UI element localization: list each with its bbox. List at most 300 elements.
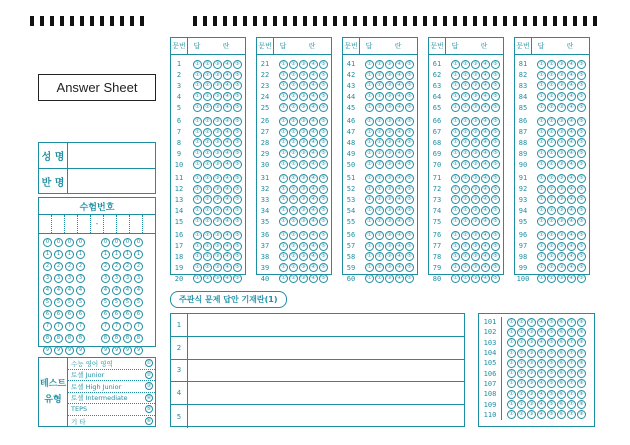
answer-bubble[interactable]: ③ — [213, 263, 222, 272]
test-type-bubble[interactable]: ③ — [146, 383, 152, 390]
answer-bubble[interactable]: ② — [517, 359, 526, 368]
answer-bubble[interactable]: ⑥ — [557, 338, 566, 347]
answer-bubble[interactable]: ② — [547, 128, 556, 137]
exam-id-digit-box[interactable]: - — [91, 215, 104, 233]
answer-bubble[interactable]: ④ — [481, 242, 490, 251]
answer-bubble[interactable]: ⑤ — [405, 128, 414, 137]
answer-bubble[interactable]: ② — [289, 71, 298, 80]
answer-bubble[interactable]: ⑤ — [577, 160, 586, 169]
answer-bubble[interactable]: ① — [365, 60, 374, 69]
answer-bubble[interactable]: ③ — [557, 71, 566, 80]
answer-bubble[interactable]: ⑤ — [547, 359, 556, 368]
answer-bubble[interactable]: ⑥ — [557, 400, 566, 409]
exam-id-digit-box[interactable] — [78, 215, 91, 233]
answer-bubble[interactable]: ⑤ — [547, 328, 556, 337]
answer-bubble[interactable]: ② — [547, 92, 556, 101]
answer-bubble[interactable]: ④ — [567, 231, 576, 240]
answer-bubble[interactable]: ④ — [223, 103, 232, 112]
answer-bubble[interactable]: ② — [203, 103, 212, 112]
answer-bubble[interactable]: ① — [451, 217, 460, 226]
answer-bubble[interactable]: ① — [365, 92, 374, 101]
answer-bubble[interactable]: ③ — [471, 149, 480, 158]
answer-bubble[interactable]: ② — [203, 252, 212, 261]
answer-bubble[interactable]: ① — [537, 206, 546, 215]
exam-id-bubble[interactable]: 0 — [65, 238, 74, 247]
answer-bubble[interactable]: ③ — [299, 138, 308, 147]
answer-bubble[interactable]: ② — [547, 185, 556, 194]
answer-bubble[interactable]: ④ — [395, 117, 404, 126]
exam-id-bubble[interactable]: 0 — [76, 238, 85, 247]
answer-bubble[interactable]: ④ — [309, 185, 318, 194]
answer-bubble[interactable]: ⑤ — [233, 195, 242, 204]
answer-bubble[interactable]: ③ — [213, 231, 222, 240]
answer-bubble[interactable]: ① — [193, 217, 202, 226]
exam-id-bubble[interactable]: 7 — [43, 322, 52, 331]
answer-bubble[interactable]: ① — [451, 274, 460, 283]
answer-bubble[interactable]: ⑧ — [577, 390, 586, 399]
exam-id-bubble[interactable]: 1 — [76, 250, 85, 259]
answer-bubble[interactable]: ④ — [537, 379, 546, 388]
exam-id-bubble[interactable]: 6 — [101, 310, 110, 319]
answer-bubble[interactable]: ⑤ — [233, 231, 242, 240]
answer-bubble[interactable]: ③ — [213, 92, 222, 101]
subjective-answer-field[interactable] — [188, 337, 464, 359]
answer-bubble[interactable]: ② — [375, 60, 384, 69]
answer-bubble[interactable]: ① — [451, 117, 460, 126]
answer-bubble[interactable]: ③ — [385, 217, 394, 226]
answer-bubble[interactable]: ③ — [471, 242, 480, 251]
answer-bubble[interactable]: ④ — [567, 206, 576, 215]
answer-bubble[interactable]: ② — [375, 217, 384, 226]
answer-bubble[interactable]: ⑤ — [405, 252, 414, 261]
answer-bubble[interactable]: ④ — [567, 217, 576, 226]
answer-bubble[interactable]: ⑤ — [233, 217, 242, 226]
answer-bubble[interactable]: ① — [451, 149, 460, 158]
answer-bubble[interactable]: ② — [203, 274, 212, 283]
answer-bubble[interactable]: ④ — [223, 92, 232, 101]
answer-bubble[interactable]: ④ — [395, 185, 404, 194]
answer-bubble[interactable]: ③ — [213, 274, 222, 283]
answer-bubble[interactable]: ① — [451, 92, 460, 101]
answer-bubble[interactable]: ⑤ — [319, 195, 328, 204]
name-field[interactable] — [67, 143, 155, 168]
answer-bubble[interactable]: ⑦ — [567, 359, 576, 368]
exam-id-bubble[interactable]: 6 — [76, 310, 85, 319]
answer-bubble[interactable]: ⑤ — [547, 369, 556, 378]
answer-bubble[interactable]: ① — [365, 71, 374, 80]
answer-bubble[interactable]: ⑧ — [577, 318, 586, 327]
answer-bubble[interactable]: ⑤ — [319, 217, 328, 226]
answer-bubble[interactable]: ④ — [537, 400, 546, 409]
answer-bubble[interactable]: ⑧ — [577, 359, 586, 368]
answer-bubble[interactable]: ⑤ — [405, 263, 414, 272]
answer-bubble[interactable]: ② — [461, 274, 470, 283]
answer-bubble[interactable]: ① — [537, 128, 546, 137]
answer-bubble[interactable]: ⑤ — [491, 195, 500, 204]
answer-bubble[interactable]: ② — [547, 252, 556, 261]
answer-bubble[interactable]: ③ — [385, 103, 394, 112]
answer-bubble[interactable]: ② — [375, 242, 384, 251]
answer-bubble[interactable]: ③ — [557, 160, 566, 169]
answer-bubble[interactable]: ① — [365, 263, 374, 272]
answer-bubble[interactable]: ④ — [395, 263, 404, 272]
exam-id-bubble[interactable]: 7 — [134, 322, 143, 331]
answer-bubble[interactable]: ④ — [309, 138, 318, 147]
answer-bubble[interactable]: ① — [507, 369, 516, 378]
answer-bubble[interactable]: ④ — [537, 349, 546, 358]
answer-bubble[interactable]: ④ — [567, 81, 576, 90]
answer-bubble[interactable]: ① — [193, 60, 202, 69]
answer-bubble[interactable]: ② — [517, 400, 526, 409]
answer-bubble[interactable]: ③ — [557, 185, 566, 194]
answer-bubble[interactable]: ③ — [471, 92, 480, 101]
test-type-bubble[interactable]: ⑤ — [146, 406, 152, 413]
answer-bubble[interactable]: ① — [365, 206, 374, 215]
answer-bubble[interactable]: ① — [451, 206, 460, 215]
answer-bubble[interactable]: ③ — [385, 60, 394, 69]
answer-bubble[interactable]: ① — [193, 195, 202, 204]
answer-bubble[interactable]: ① — [193, 128, 202, 137]
answer-bubble[interactable]: ⑤ — [577, 149, 586, 158]
answer-bubble[interactable]: ② — [547, 231, 556, 240]
answer-bubble[interactable]: ③ — [557, 128, 566, 137]
exam-id-digit-box[interactable] — [52, 215, 65, 233]
answer-bubble[interactable]: ③ — [213, 252, 222, 261]
answer-bubble[interactable]: ⑤ — [547, 338, 556, 347]
answer-bubble[interactable]: ⑤ — [233, 103, 242, 112]
answer-bubble[interactable]: ⑦ — [567, 338, 576, 347]
answer-bubble[interactable]: ④ — [395, 206, 404, 215]
answer-bubble[interactable]: ① — [279, 195, 288, 204]
answer-bubble[interactable]: ① — [537, 217, 546, 226]
answer-bubble[interactable]: ① — [365, 242, 374, 251]
answer-bubble[interactable]: ① — [451, 81, 460, 90]
answer-bubble[interactable]: ① — [279, 160, 288, 169]
answer-bubble[interactable]: ② — [203, 206, 212, 215]
answer-bubble[interactable]: ① — [193, 71, 202, 80]
answer-bubble[interactable]: ⑤ — [491, 263, 500, 272]
exam-id-digit-box[interactable] — [39, 215, 52, 233]
answer-bubble[interactable]: ② — [517, 318, 526, 327]
answer-bubble[interactable]: ③ — [527, 338, 536, 347]
answer-bubble[interactable]: ① — [451, 103, 460, 112]
answer-bubble[interactable]: ③ — [527, 318, 536, 327]
answer-bubble[interactable]: ⑤ — [233, 160, 242, 169]
answer-bubble[interactable]: ① — [279, 60, 288, 69]
exam-id-bubble[interactable]: 1 — [112, 250, 121, 259]
answer-bubble[interactable]: ③ — [471, 160, 480, 169]
answer-bubble[interactable]: ② — [289, 242, 298, 251]
answer-bubble[interactable]: ① — [193, 206, 202, 215]
answer-bubble[interactable]: ② — [547, 174, 556, 183]
answer-bubble[interactable]: ③ — [299, 231, 308, 240]
answer-bubble[interactable]: ② — [289, 92, 298, 101]
answer-bubble[interactable]: ⑥ — [557, 390, 566, 399]
exam-id-bubble[interactable]: 3 — [134, 274, 143, 283]
exam-id-digit-box[interactable] — [104, 215, 117, 233]
answer-bubble[interactable]: ④ — [309, 128, 318, 137]
answer-bubble[interactable]: ⑤ — [405, 195, 414, 204]
answer-bubble[interactable]: ④ — [223, 274, 232, 283]
answer-bubble[interactable]: ⑤ — [491, 92, 500, 101]
answer-bubble[interactable]: ① — [193, 274, 202, 283]
answer-bubble[interactable]: ③ — [385, 231, 394, 240]
exam-id-bubble[interactable]: 4 — [134, 286, 143, 295]
answer-bubble[interactable]: ② — [547, 274, 556, 283]
answer-bubble[interactable]: ④ — [481, 128, 490, 137]
answer-bubble[interactable]: ③ — [471, 174, 480, 183]
answer-bubble[interactable]: ② — [289, 274, 298, 283]
answer-bubble[interactable]: ③ — [557, 81, 566, 90]
answer-bubble[interactable]: ④ — [309, 274, 318, 283]
answer-bubble[interactable]: ② — [289, 252, 298, 261]
answer-bubble[interactable]: ⑥ — [557, 379, 566, 388]
answer-bubble[interactable]: ② — [203, 242, 212, 251]
exam-id-bubble[interactable]: 4 — [65, 286, 74, 295]
answer-bubble[interactable]: ⑤ — [319, 71, 328, 80]
answer-bubble[interactable]: ② — [203, 128, 212, 137]
answer-bubble[interactable]: ② — [289, 263, 298, 272]
answer-bubble[interactable]: ④ — [537, 410, 546, 419]
answer-bubble[interactable]: ⑤ — [577, 274, 586, 283]
answer-bubble[interactable]: ① — [365, 81, 374, 90]
answer-bubble[interactable]: ② — [461, 160, 470, 169]
answer-bubble[interactable]: ① — [279, 174, 288, 183]
exam-id-bubble[interactable]: 9 — [101, 346, 110, 355]
answer-bubble[interactable]: ① — [365, 217, 374, 226]
answer-bubble[interactable]: ④ — [481, 149, 490, 158]
answer-bubble[interactable]: ② — [461, 128, 470, 137]
answer-bubble[interactable]: ① — [537, 92, 546, 101]
answer-bubble[interactable]: ⑤ — [319, 138, 328, 147]
exam-id-bubble[interactable]: 7 — [65, 322, 74, 331]
answer-bubble[interactable]: ① — [451, 252, 460, 261]
answer-bubble[interactable]: ⑤ — [319, 274, 328, 283]
exam-id-digit-box[interactable] — [143, 215, 155, 233]
answer-bubble[interactable]: ③ — [385, 195, 394, 204]
answer-bubble[interactable]: ④ — [567, 149, 576, 158]
answer-bubble[interactable]: ③ — [471, 263, 480, 272]
answer-bubble[interactable]: ③ — [471, 117, 480, 126]
answer-bubble[interactable]: ④ — [537, 359, 546, 368]
answer-bubble[interactable]: ① — [279, 103, 288, 112]
answer-bubble[interactable]: ③ — [213, 174, 222, 183]
answer-bubble[interactable]: ③ — [471, 185, 480, 194]
answer-bubble[interactable]: ① — [451, 71, 460, 80]
answer-bubble[interactable]: ② — [375, 263, 384, 272]
exam-id-inputs[interactable] — [39, 215, 155, 234]
answer-bubble[interactable]: ④ — [395, 149, 404, 158]
test-type-option[interactable] — [68, 358, 155, 370]
answer-bubble[interactable]: ⑤ — [491, 252, 500, 261]
answer-bubble[interactable]: ② — [375, 174, 384, 183]
answer-bubble[interactable]: ⑤ — [491, 274, 500, 283]
answer-bubble[interactable]: ① — [365, 160, 374, 169]
answer-bubble[interactable]: ① — [193, 117, 202, 126]
answer-bubble[interactable]: ③ — [213, 138, 222, 147]
exam-id-bubble[interactable]: 6 — [65, 310, 74, 319]
answer-bubble[interactable]: ④ — [223, 128, 232, 137]
answer-bubble[interactable]: ③ — [299, 217, 308, 226]
answer-bubble[interactable]: ① — [193, 138, 202, 147]
answer-bubble[interactable]: ④ — [309, 231, 318, 240]
answer-bubble[interactable]: ⑤ — [405, 103, 414, 112]
answer-bubble[interactable]: ② — [547, 138, 556, 147]
test-type-bubble[interactable]: ① — [146, 360, 152, 367]
answer-bubble[interactable]: ① — [193, 81, 202, 90]
answer-bubble[interactable]: ② — [547, 71, 556, 80]
answer-bubble[interactable]: ② — [289, 138, 298, 147]
exam-id-bubble[interactable]: 9 — [76, 346, 85, 355]
answer-bubble[interactable]: ③ — [213, 71, 222, 80]
answer-bubble[interactable]: ⑤ — [577, 231, 586, 240]
answer-bubble[interactable]: ① — [537, 149, 546, 158]
answer-bubble[interactable]: ② — [547, 217, 556, 226]
answer-bubble[interactable]: ④ — [481, 117, 490, 126]
exam-id-bubble[interactable]: 2 — [54, 262, 63, 271]
answer-bubble[interactable]: ① — [365, 231, 374, 240]
answer-bubble[interactable]: ⑤ — [491, 231, 500, 240]
answer-bubble[interactable]: ⑤ — [491, 117, 500, 126]
answer-bubble[interactable]: ④ — [395, 174, 404, 183]
answer-bubble[interactable]: ④ — [223, 60, 232, 69]
answer-bubble[interactable]: ③ — [557, 60, 566, 69]
exam-id-bubble[interactable]: 4 — [43, 286, 52, 295]
answer-bubble[interactable]: ④ — [223, 263, 232, 272]
answer-bubble[interactable]: ⑦ — [567, 410, 576, 419]
exam-id-digit-box[interactable] — [130, 215, 143, 233]
answer-bubble[interactable]: ④ — [223, 160, 232, 169]
subjective-answer-field[interactable] — [188, 314, 464, 336]
answer-bubble[interactable]: ⑤ — [577, 138, 586, 147]
answer-bubble[interactable]: ④ — [481, 60, 490, 69]
answer-bubble[interactable]: ① — [451, 174, 460, 183]
answer-bubble[interactable]: ② — [461, 263, 470, 272]
answer-bubble[interactable]: ③ — [471, 252, 480, 261]
answer-bubble[interactable]: ① — [279, 231, 288, 240]
answer-bubble[interactable]: ② — [547, 81, 556, 90]
answer-bubble[interactable]: ③ — [471, 128, 480, 137]
answer-bubble[interactable]: ③ — [385, 128, 394, 137]
answer-bubble[interactable]: ⑤ — [319, 160, 328, 169]
answer-bubble[interactable]: ⑦ — [567, 379, 576, 388]
answer-bubble[interactable]: ③ — [385, 206, 394, 215]
answer-bubble[interactable]: ③ — [557, 149, 566, 158]
answer-bubble[interactable]: ⑧ — [577, 328, 586, 337]
answer-bubble[interactable]: ② — [289, 81, 298, 90]
exam-id-bubble[interactable]: 3 — [65, 274, 74, 283]
answer-bubble[interactable]: ③ — [527, 359, 536, 368]
exam-id-bubble[interactable]: 5 — [54, 298, 63, 307]
answer-bubble[interactable]: ④ — [567, 60, 576, 69]
answer-bubble[interactable]: ③ — [299, 60, 308, 69]
answer-bubble[interactable]: ① — [193, 174, 202, 183]
answer-bubble[interactable]: ① — [279, 81, 288, 90]
answer-bubble[interactable]: ③ — [213, 81, 222, 90]
answer-bubble[interactable]: ① — [365, 149, 374, 158]
answer-bubble[interactable]: ⑤ — [405, 231, 414, 240]
answer-bubble[interactable]: ④ — [223, 206, 232, 215]
answer-bubble[interactable]: ④ — [567, 92, 576, 101]
exam-id-bubble[interactable]: 6 — [43, 310, 52, 319]
answer-bubble[interactable]: ② — [461, 185, 470, 194]
answer-bubble[interactable]: ③ — [557, 217, 566, 226]
exam-id-bubble[interactable]: 8 — [101, 334, 110, 343]
answer-bubble[interactable]: ④ — [537, 390, 546, 399]
answer-bubble[interactable]: ③ — [385, 174, 394, 183]
answer-bubble[interactable]: ③ — [471, 138, 480, 147]
answer-bubble[interactable]: ③ — [557, 263, 566, 272]
exam-id-bubble[interactable]: 2 — [112, 262, 121, 271]
answer-bubble[interactable]: ① — [279, 252, 288, 261]
answer-bubble[interactable]: ④ — [481, 81, 490, 90]
answer-bubble[interactable]: ③ — [557, 117, 566, 126]
answer-bubble[interactable]: ③ — [385, 274, 394, 283]
answer-bubble[interactable]: ④ — [395, 71, 404, 80]
exam-id-bubble[interactable]: 4 — [54, 286, 63, 295]
answer-bubble[interactable]: ② — [203, 263, 212, 272]
answer-bubble[interactable]: ④ — [395, 128, 404, 137]
answer-bubble[interactable]: ② — [461, 81, 470, 90]
answer-bubble[interactable]: ④ — [395, 252, 404, 261]
exam-id-bubble[interactable]: 8 — [54, 334, 63, 343]
answer-bubble[interactable]: ④ — [223, 231, 232, 240]
answer-bubble[interactable]: ④ — [223, 81, 232, 90]
answer-bubble[interactable]: ④ — [395, 138, 404, 147]
exam-id-bubble[interactable]: 6 — [54, 310, 63, 319]
exam-id-bubble[interactable]: 7 — [112, 322, 121, 331]
answer-bubble[interactable]: ⑤ — [233, 263, 242, 272]
answer-bubble[interactable]: ② — [517, 338, 526, 347]
answer-bubble[interactable]: ⑤ — [233, 206, 242, 215]
answer-bubble[interactable]: ④ — [223, 149, 232, 158]
test-type-bubble[interactable]: ⑥ — [146, 418, 152, 425]
answer-bubble[interactable]: ③ — [527, 349, 536, 358]
answer-bubble[interactable]: ② — [461, 195, 470, 204]
answer-bubble[interactable]: ⑤ — [319, 103, 328, 112]
answer-bubble[interactable]: ② — [203, 231, 212, 240]
answer-bubble[interactable]: ① — [279, 242, 288, 251]
answer-bubble[interactable]: ⑥ — [557, 328, 566, 337]
answer-bubble[interactable]: ⑤ — [319, 242, 328, 251]
answer-bubble[interactable]: ④ — [481, 160, 490, 169]
answer-bubble[interactable]: ③ — [471, 71, 480, 80]
exam-id-bubble[interactable]: 0 — [112, 238, 121, 247]
answer-bubble[interactable]: ⑤ — [491, 160, 500, 169]
answer-bubble[interactable]: ⑤ — [547, 410, 556, 419]
answer-bubble[interactable]: ① — [193, 149, 202, 158]
answer-bubble[interactable]: ④ — [567, 242, 576, 251]
answer-bubble[interactable]: ⑤ — [405, 92, 414, 101]
answer-bubble[interactable]: ⑤ — [233, 185, 242, 194]
answer-bubble[interactable]: ④ — [567, 128, 576, 137]
exam-id-bubble[interactable]: 1 — [65, 250, 74, 259]
answer-bubble[interactable]: ⑤ — [491, 217, 500, 226]
answer-bubble[interactable]: ④ — [481, 103, 490, 112]
answer-bubble[interactable]: ① — [507, 338, 516, 347]
answer-bubble[interactable]: ⑧ — [577, 349, 586, 358]
answer-bubble[interactable]: ④ — [309, 60, 318, 69]
answer-bubble[interactable]: ① — [279, 185, 288, 194]
answer-bubble[interactable]: ⑦ — [567, 369, 576, 378]
answer-bubble[interactable]: ④ — [223, 185, 232, 194]
answer-bubble[interactable]: ② — [547, 160, 556, 169]
exam-id-bubble[interactable]: 5 — [43, 298, 52, 307]
answer-bubble[interactable]: ③ — [299, 103, 308, 112]
answer-bubble[interactable]: ⑤ — [319, 174, 328, 183]
answer-bubble[interactable]: ⑧ — [577, 338, 586, 347]
answer-bubble[interactable]: ② — [289, 195, 298, 204]
